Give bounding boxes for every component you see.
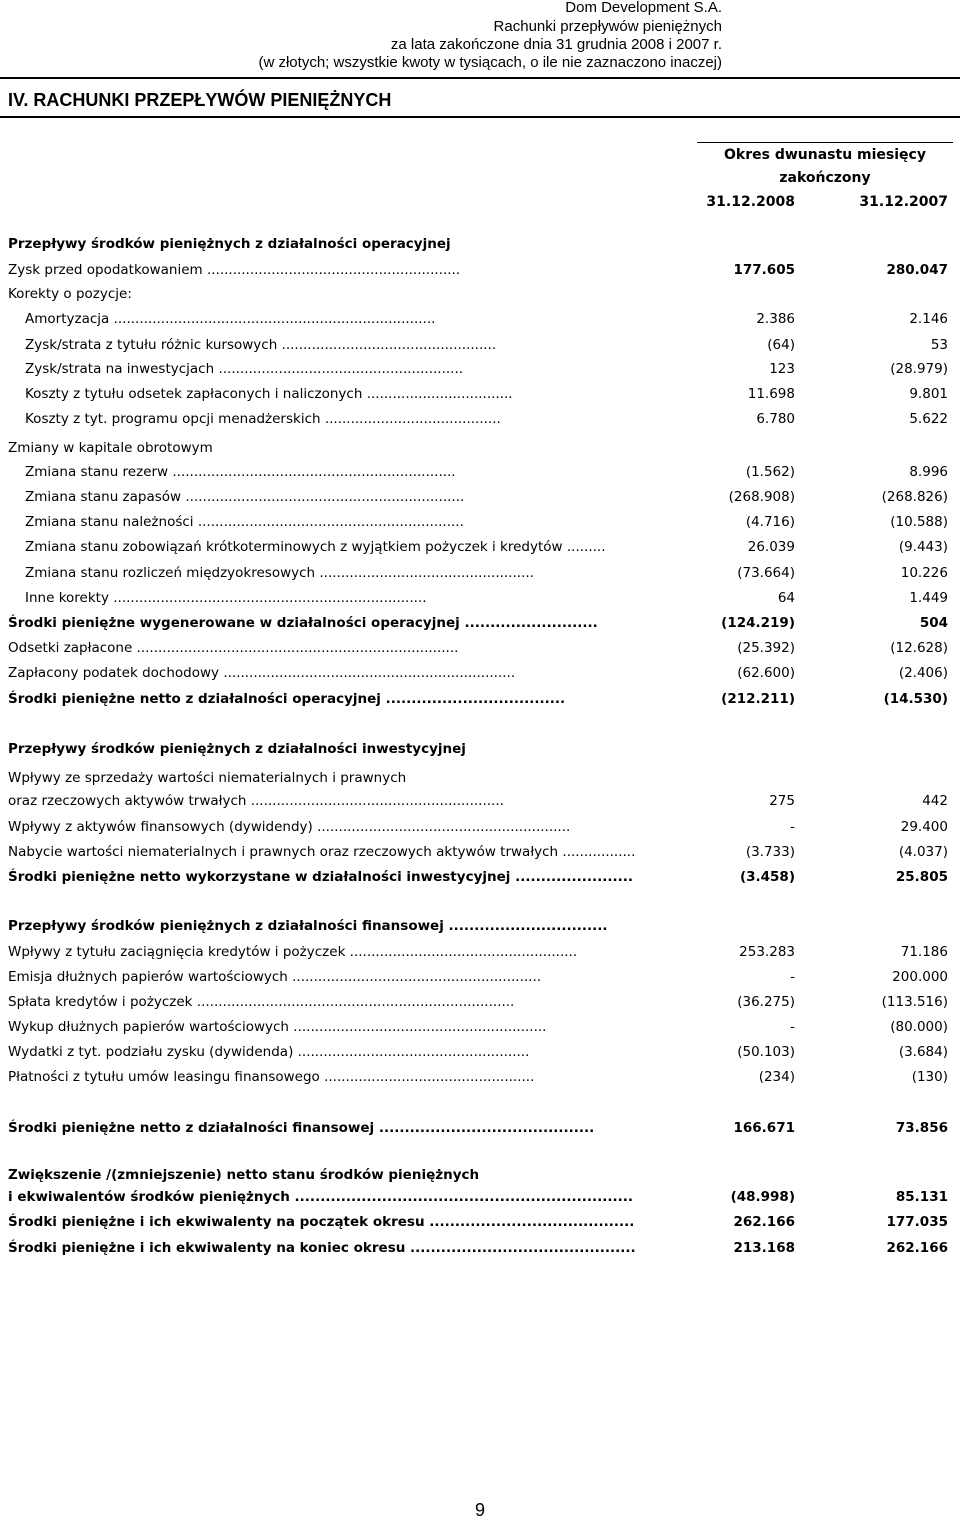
row-value-2008: 123	[769, 361, 795, 377]
table-row	[0, 819, 960, 841]
row-label: Środki pieniężne netto z działalności operacyjnej ...................................	[8, 691, 566, 707]
row-value-2008: 213.168	[733, 1240, 795, 1256]
row-value-2008: 26.039	[747, 539, 795, 555]
row-label: Korekty o pozycje:	[8, 286, 132, 302]
row-value-2008: 275	[769, 793, 795, 809]
row-label: Amortyzacja ...........................................................................	[25, 311, 436, 327]
table-row	[0, 844, 960, 866]
table-row	[0, 1044, 960, 1066]
row-value-2008: 6.780	[756, 411, 795, 427]
table-row	[0, 918, 960, 940]
row-value-2007: 10.226	[900, 565, 948, 581]
row-value-2007: (130)	[911, 1069, 948, 1085]
row-label: Zmiany w kapitale obrotowym	[8, 440, 213, 456]
row-label: Środki pieniężne netto z działalności finansowej ..........................................	[8, 1120, 595, 1136]
row-value-2007: 1.449	[909, 590, 948, 606]
row-value-2008: (36.275)	[737, 994, 795, 1010]
row-value-2007: (10.588)	[890, 514, 948, 530]
row-label: Środki pieniężne netto wykorzystane w działalności inwestycyjnej .......................	[8, 869, 634, 885]
row-label: Zysk/strata na inwestycjach .........................................................	[25, 361, 464, 377]
row-value-2008: (212.211)	[721, 691, 795, 707]
row-value-2008: (3.458)	[739, 869, 795, 885]
row-label: Odsetki zapłacone ...........................................................................	[8, 640, 459, 656]
table-row	[0, 337, 960, 359]
column-date-2007: 31.12.2007	[859, 194, 948, 210]
row-value-2008: 11.698	[747, 386, 795, 402]
row-value-2007: 177.035	[886, 1214, 948, 1230]
table-row	[0, 1240, 960, 1262]
row-value-2008: (234)	[758, 1069, 795, 1085]
row-value-2008: (3.733)	[745, 844, 795, 860]
section-rule	[0, 116, 960, 118]
row-label: Spłata kredytów i pożyczek ..........................................................................	[8, 994, 515, 1010]
row-value-2007: 71.186	[900, 944, 948, 960]
row-value-2007: 200.000	[892, 969, 948, 985]
row-label: Emisja dłużnych papierów wartościowych ..........................................................	[8, 969, 542, 985]
table-row	[0, 1189, 960, 1211]
row-label: oraz rzeczowych aktywów trwałych ...........................................................	[8, 793, 504, 809]
row-label: Wpływy z tytułu zaciągnięcia kredytów i pożyczek .....................................................	[8, 944, 578, 960]
row-label: Zwiększenie /(zmniejszenie) netto stanu środków pieniężnych	[8, 1167, 480, 1183]
row-value-2007: 53	[930, 337, 948, 353]
table-row	[0, 565, 960, 587]
table-row	[0, 262, 960, 284]
row-value-2007: 442	[922, 793, 948, 809]
row-label: Zysk/strata z tytułu różnic kursowych ..................................................	[25, 337, 497, 353]
table-row	[0, 236, 960, 258]
section-title: IV. RACHUNKI PRZEPŁYWÓW PIENIĘŻNYCH	[8, 90, 392, 110]
header-units: (w złotych; wszystkie kwoty w tysiącach, o ile nie zaznaczono inaczej)	[258, 54, 722, 71]
row-value-2007: 5.622	[909, 411, 948, 427]
row-value-2008: 2.386	[756, 311, 795, 327]
row-value-2008: -	[790, 1019, 795, 1035]
table-row	[0, 1019, 960, 1041]
column-header-rule	[697, 142, 953, 143]
header-period: za lata zakończone dnia 31 grudnia 2008 i 2007 r.	[390, 36, 722, 53]
table-row	[0, 386, 960, 408]
table-row	[0, 361, 960, 383]
row-label: Środki pieniężne wygenerowane w działalności operacyjnej ..........................	[8, 615, 598, 631]
row-value-2008: 64	[777, 590, 795, 606]
table-row	[0, 286, 960, 308]
table-row	[0, 969, 960, 991]
row-value-2007: (28.979)	[890, 361, 948, 377]
row-value-2007: (2.406)	[898, 665, 948, 681]
row-value-2007: (3.684)	[898, 1044, 948, 1060]
row-label: Przepływy środków pieniężnych z działalności operacyjnej	[8, 236, 451, 252]
row-value-2008: 262.166	[733, 1214, 795, 1230]
row-label: Zmiana stanu zapasów .................................................................	[25, 489, 465, 505]
row-value-2007: (113.516)	[881, 994, 948, 1010]
table-row	[0, 793, 960, 815]
row-label: Wpływy z aktywów finansowych (dywidendy) ...........................................................	[8, 819, 571, 835]
row-value-2007: 73.856	[895, 1120, 948, 1136]
row-value-2008: (1.562)	[745, 464, 795, 480]
table-row	[0, 1167, 960, 1189]
row-value-2008: (73.664)	[737, 565, 795, 581]
page-number: 9	[474, 1500, 485, 1520]
row-label: Wydatki z tyt. podziału zysku (dywidenda) ......................................................	[8, 1044, 530, 1060]
row-value-2007: 504	[919, 615, 948, 631]
table-row	[0, 691, 960, 713]
table-row	[0, 1069, 960, 1091]
row-label: Nabycie wartości niematerialnych i prawnych oraz rzeczowych aktywów trwałych .................	[8, 844, 636, 860]
row-label: Zapłacony podatek dochodowy ....................................................................	[8, 665, 516, 681]
table-row	[0, 665, 960, 687]
row-label: Zmiana stanu należności ..............................................................	[25, 514, 464, 530]
row-label: Wykup dłużnych papierów wartościowych ...........................................................	[8, 1019, 547, 1035]
table-row	[0, 994, 960, 1016]
row-label: Płatności z tytułu umów leasingu finansowego .................................................	[8, 1069, 535, 1085]
row-value-2008: 166.671	[733, 1120, 795, 1136]
row-value-2007: (268.826)	[881, 489, 948, 505]
column-period-line1: Okres dwunastu miesięcy	[724, 147, 926, 163]
row-value-2007: (12.628)	[890, 640, 948, 656]
table-row	[0, 590, 960, 612]
table-row	[0, 944, 960, 966]
table-row	[0, 1120, 960, 1142]
table-row	[0, 464, 960, 486]
table-row	[0, 489, 960, 511]
row-value-2007: (9.443)	[898, 539, 948, 555]
header-title: Rachunki przepływów pieniężnych	[493, 18, 722, 35]
top-rule	[0, 77, 960, 79]
table-row	[0, 539, 960, 561]
row-value-2007: (14.530)	[883, 691, 948, 707]
table-row	[0, 741, 960, 763]
row-value-2007: 85.131	[895, 1189, 948, 1205]
row-label: Środki pieniężne i ich ekwiwalenty na koniec okresu ............................................	[8, 1240, 636, 1256]
row-value-2007: 2.146	[909, 311, 948, 327]
row-value-2008: -	[790, 819, 795, 835]
row-value-2007: 280.047	[886, 262, 948, 278]
row-label: Przepływy środków pieniężnych z działalności finansowej ...............................	[8, 918, 608, 934]
row-label: Inne korekty .........................................................................	[25, 590, 427, 606]
row-value-2008: (4.716)	[745, 514, 795, 530]
table-row	[0, 770, 960, 792]
row-value-2007: (80.000)	[890, 1019, 948, 1035]
row-label: Zysk przed opodatkowaniem ...........................................................	[8, 262, 461, 278]
row-label: Zmiana stanu rozliczeń międzyokresowych ..................................................	[25, 565, 534, 581]
row-value-2008: (48.998)	[730, 1189, 795, 1205]
row-label: Koszty z tyt. programu opcji menadżerskich .........................................	[25, 411, 501, 427]
row-value-2008: (64)	[767, 337, 795, 353]
row-label: Zmiana stanu zobowiązań krótkoterminowych z wyjątkiem pożyczek i kredytów .........	[25, 539, 606, 555]
row-value-2007: 29.400	[900, 819, 948, 835]
table-row	[0, 640, 960, 662]
table-row	[0, 311, 960, 333]
row-value-2007: 8.996	[909, 464, 948, 480]
row-value-2008: (124.219)	[721, 615, 795, 631]
row-label: Środki pieniężne i ich ekwiwalenty na początek okresu ........................................	[8, 1214, 635, 1230]
row-label: Przepływy środków pieniężnych z działalności inwestycyjnej	[8, 741, 466, 757]
row-value-2007: (4.037)	[898, 844, 948, 860]
row-value-2008: 177.605	[733, 262, 795, 278]
row-value-2008: (25.392)	[737, 640, 795, 656]
row-label: Wpływy ze sprzedaży wartości niematerialnych i prawnych	[8, 770, 407, 786]
column-period-line2: zakończony	[779, 170, 871, 186]
table-row	[0, 869, 960, 891]
row-value-2008: 253.283	[739, 944, 795, 960]
row-value-2007: 262.166	[886, 1240, 948, 1256]
table-row	[0, 514, 960, 536]
column-date-2008: 31.12.2008	[706, 194, 795, 210]
table-row	[0, 615, 960, 637]
table-row	[0, 1214, 960, 1236]
row-label: i ekwiwalentów środków pieniężnych ..................................................................	[8, 1189, 634, 1205]
row-label: Koszty z tytułu odsetek zapłaconych i naliczonych ..................................	[25, 386, 513, 402]
row-label: Zmiana stanu rezerw ..................................................................	[25, 464, 456, 480]
header-company: Dom Development S.A.	[565, 0, 722, 16]
row-value-2007: 25.805	[895, 869, 948, 885]
table-row	[0, 411, 960, 433]
row-value-2008: (50.103)	[737, 1044, 795, 1060]
row-value-2007: 9.801	[909, 386, 948, 402]
row-value-2008: (62.600)	[737, 665, 795, 681]
row-value-2008: -	[790, 969, 795, 985]
row-value-2008: (268.908)	[728, 489, 795, 505]
table-row	[0, 440, 960, 462]
